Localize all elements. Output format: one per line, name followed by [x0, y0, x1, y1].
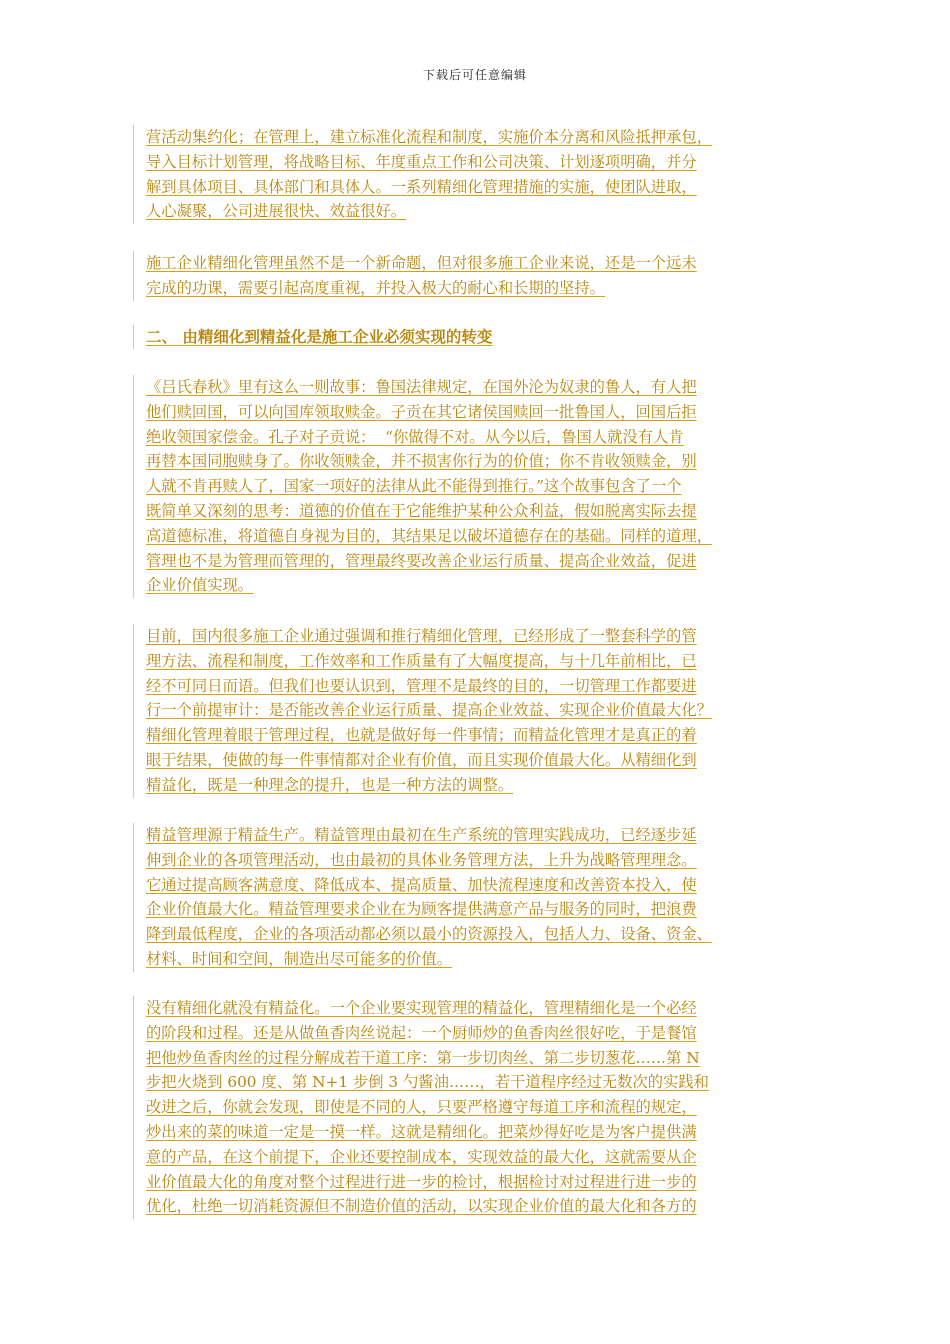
paragraph-line: 降到最低程度，企业的各项活动都必须以最小的资源投入，包括人力、设备、资金、 — [146, 925, 712, 944]
paragraph-line: 企业价值最大化。精益管理要求企业在为顾客提供满意产品与服务的同时，把浪费 — [146, 900, 697, 919]
paragraph-line: 完成的功课，需要引起高度重视，并投入极大的耐心和长期的坚持。 — [146, 278, 605, 297]
paragraph-line: 把他炒鱼香肉丝的过程分解成若干道工序：第一步切肉丝、第二步切葱花……第 N — [146, 1048, 700, 1067]
paragraph-line: 经不可同日而语。但我们也要认识到，管理不是最终的目的，一切管理工作都要进 — [146, 676, 697, 695]
paragraph-line: 行一个前提审计：是否能改善企业运行质量、提高企业效益、实现企业价值最大化？ — [146, 701, 712, 720]
paragraph-6 — [133, 996, 823, 1219]
paragraph-1 — [133, 125, 823, 224]
paragraph-line: 他们赎回国，可以向国库领取赎金。子贡在其它诸侯国赎回一批鲁国人，回国后拒 — [146, 402, 697, 421]
paragraph-line: 营活动集约化；在管理上，建立标准化流程和制度，实施价本分离和风险抵押承包， — [146, 128, 712, 146]
section-heading: 二、 由精细化到精益化是施工企业必须实现的转变 — [146, 327, 493, 346]
paragraph-line: 施工企业精细化管理虽然不是一个新命题，但对很多施工企业来说，还是一个远未 — [146, 254, 697, 272]
section-heading-2 — [133, 325, 823, 349]
paragraph-2 — [133, 251, 823, 301]
paragraph-line: 优化，杜绝一切消耗资源但不制造价值的活动，以实现企业价值的最大化和各方的 — [146, 1197, 697, 1216]
paragraph-line: 既简单又深刻的思考：道德的价值在于它能维护某种公众利益，假如脱离实际去提 — [146, 501, 697, 520]
paragraph-line: 《吕氏春秋》里有这么一则故事：鲁国法律规定，在国外沦为奴隶的鲁人，有人把 — [146, 378, 697, 396]
paragraph-line: 人就不肯再赎人了，国家一项好的法律从此不能得到推行。”这个故事包含了一个 — [146, 477, 682, 496]
paragraph-line: 步把火烧到 600 度、第 N+1 步倒 3 勺酱油……，若干道程序经过无数次的实践和 — [146, 1073, 709, 1092]
paragraph-line: 材料、时间和空间，制造出尽可能多的价值。 — [146, 949, 452, 968]
paragraph-3 — [133, 375, 823, 598]
paragraph-line: 精益管理源于精益生产。精益管理由最初在生产系统的管理实践成功，已经逐步延 — [146, 826, 697, 844]
paragraph-line: 高道德标准，将道德自身视为目的，其结果足以破坏道德存在的基础。同样的道理， — [146, 526, 712, 545]
paragraph-line: 业价值最大化的角度对整个过程进行进一步的检讨，根据检讨对过程进行进一步的 — [146, 1172, 697, 1191]
paragraph-line: 导入目标计划管理，将战略目标、年度重点工作和公司决策、计划逐项明确，并分 — [146, 152, 697, 171]
paragraph-line: 炒出来的菜的味道一定是一摸一样。这就是精细化。把菜炒得好吃是为客户提供满 — [146, 1122, 697, 1141]
paragraph-line: 改进之后，你就会发现，即使是不同的人，只要严格遵守每道工序和流程的规定， — [146, 1098, 697, 1117]
paragraph-line: 精益化，既是一种理念的提升，也是一种方法的调整。 — [146, 775, 514, 794]
paragraph-line: 没有精细化就没有精益化。一个企业要实现管理的精益化，管理精细化是一个必经 — [146, 999, 697, 1017]
page-header: 下载后可任意编辑 — [422, 68, 527, 82]
paragraph-line: 它通过提高顾客满意度、降低成本、提高质量、加快流程速度和改善资本投入，使 — [146, 875, 697, 894]
paragraph-line: 解到具体项目、具体部门和具体人。一系列精细化管理措施的实施，使团队进取， — [146, 177, 697, 196]
paragraph-line: 人心凝聚，公司进展很快、效益很好。 — [146, 202, 407, 221]
paragraph-4 — [133, 624, 823, 798]
paragraph-line: 意的产品，在这个前提下，企业还要控制成本，实现效益的最大化，这就需要从企 — [146, 1147, 697, 1166]
paragraph-line: 绝收领国家偿金。孔子对子贡说： “你做得不对。从今以后，鲁国人就没有人肯 — [146, 427, 684, 446]
paragraph-line: 精细化管理着眼于管理过程，也就是做好每一件事情；而精益化管理才是真正的着 — [146, 726, 697, 745]
paragraph-line: 眼于结果，使做的每一件事情都对企业有价值，而且实现价值最大化。从精细化到 — [146, 750, 697, 769]
paragraph-line: 目前，国内很多施工企业通过强调和推行精细化管理，已经形成了一整套科学的管 — [146, 627, 697, 645]
paragraph-line: 的阶段和过程。还是从做鱼香肉丝说起：一个厨师炒的鱼香肉丝很好吃，于是餐馆 — [146, 1023, 697, 1042]
paragraph-line: 管理也不是为管理而管理的，管理最终要改善企业运行质量、提高企业效益，促进 — [146, 551, 697, 570]
paragraph-line: 理方法、流程和制度，工作效率和工作质量有了大幅度提高，与十几年前相比，已 — [146, 651, 697, 670]
paragraph-line: 伸到企业的各项管理活动，也由最初的具体业务管理方法，上升为战略管理理念。 — [146, 850, 697, 869]
paragraph-5 — [133, 823, 823, 972]
paragraph-line: 企业价值实现。 — [146, 576, 254, 595]
paragraph-line: 再替本国同胞赎身了。你收领赎金，并不损害你行为的价值；你不肯收领赎金，别 — [146, 452, 697, 471]
